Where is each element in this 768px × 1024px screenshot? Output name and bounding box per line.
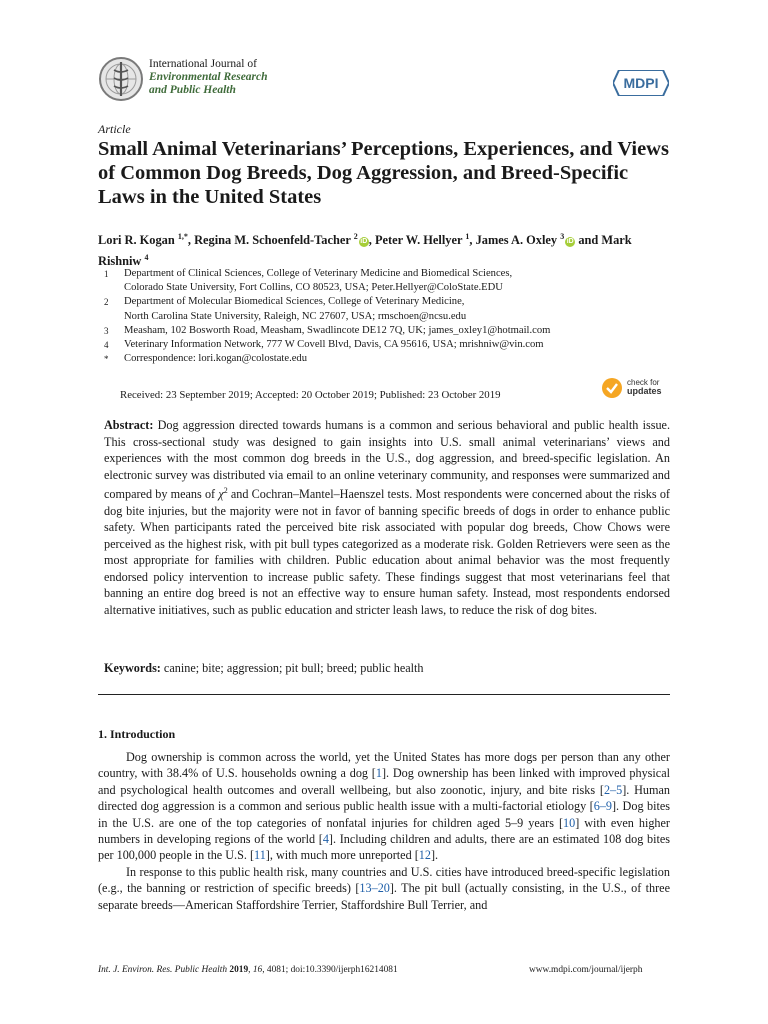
citation-link[interactable]: 4 (322, 832, 329, 847)
journal-name-line2: Environmental Research (149, 71, 268, 83)
author-affiliation-marker: 4 (144, 253, 149, 263)
body-text-run: Dog ownership is common across the world, yet the United States has more dogs per person than any other country, with 38.4% of U.S. households owning a dog [ (98, 750, 670, 781)
affiliation-number: 4 (104, 340, 109, 351)
check-updates-line1: check for (627, 378, 660, 387)
author-separator: , (187, 233, 195, 248)
affiliation-text (124, 295, 664, 323)
affiliation-text (124, 338, 664, 352)
affiliation-text (124, 352, 664, 366)
chi-symbol: χ (218, 487, 224, 502)
abstract (104, 417, 670, 618)
section-divider (98, 694, 670, 695)
keywords-label: Keywords: (104, 661, 161, 675)
check-updates-line2: updates (627, 386, 662, 396)
affiliation-item (104, 338, 664, 352)
citation-link[interactable]: 12 (418, 848, 431, 863)
keywords (104, 661, 424, 676)
keywords-text: canine; bite; aggression; pit bull; breed; public health (163, 661, 424, 675)
body-text-run: ]. Human directed dog aggression is a common and serious public health issue with a multi-factorial etiology [ (98, 782, 671, 814)
article-title: Small Animal Veterinarians’ Perceptions, Experiences, and Views of Common Dog Breeds, Dog Aggression, and Breed-Specific Laws in the United States (98, 138, 669, 208)
affiliation-line: Correspondence: lori.kogan@colostate.edu (124, 353, 308, 365)
body-text-run: In response to this public health risk, many countries and U.S. cities have introduced breed-specific legislation (e.g., the banning or restriction of specific breeds) [ (98, 864, 670, 896)
article-type: Article (98, 122, 131, 136)
orcid-icon[interactable]: iD (360, 238, 368, 246)
citation-link[interactable]: 13–20 (359, 881, 390, 896)
footer-citation: Int. J. Environ. Res. Public Health 2019, 16, 4081; doi:10.3390/ijerph16214081 (98, 965, 398, 975)
body-text-run: ]. Dog bites in the U.S. are one of the top categories of nonfatal injuries for children aged 5–9 years [ (98, 799, 671, 830)
author-affiliation-marker: 1,* (177, 232, 188, 241)
body-text-run: ]. (430, 848, 439, 863)
orcid-icon[interactable]: iD (566, 238, 574, 246)
affiliation-item (104, 295, 664, 323)
affiliation-number: 3 (104, 325, 109, 336)
affiliation-number: 2 (104, 297, 109, 308)
affiliation-text (124, 324, 664, 338)
author-name[interactable]: Regina M. Schoenfeld-Tacher (194, 233, 354, 248)
affiliation-line: Department of Molecular Biomedical Sciences, College of Veterinary Medicine, (124, 296, 465, 308)
footer-volume: 16 (252, 965, 263, 975)
journal-name (149, 58, 268, 97)
mdpi-logo-text: MDPI (623, 75, 659, 91)
affiliations (104, 267, 664, 366)
author-name[interactable]: Peter W. Hellyer (374, 233, 466, 248)
citation-link[interactable]: 1 (375, 766, 382, 781)
citation-link[interactable]: 10 (563, 815, 576, 830)
affiliation-item (104, 324, 664, 338)
body-text-run: ]. Dog ownership has been linked with improved physical and psychological health outcomes and overall wellbeing, but also zoonotic, injury, and bite risks [ (98, 766, 670, 797)
section-heading: 1. Introduction (98, 727, 176, 741)
body-text-run: ]. The pit bull (actually consisting, in the U.S., of three separate breeds—American Staffordshire Terrier, Staffordshire Bull Terrier, and (98, 881, 670, 912)
affiliation-line: Measham, 102 Bosworth Road, Measham, Swadlincote DE12 7Q, UK; james_oxley1@hotmail.com (124, 324, 551, 336)
journal-name-line3: and Public Health (149, 84, 236, 96)
body-text-run: ], with much more unreported [ (265, 848, 419, 863)
publication-dates: Received: 23 September 2019; Accepted: 20 October 2019; Published: 23 October 2019 (120, 389, 501, 401)
body-paragraph (98, 864, 670, 913)
abstract-text-part1: Dog aggression directed towards humans is a common and serious behavioral and public health issue. This cross-sectional study was designed to gain insights into U.S. small animal veterinarians’ views and experiences with the most common dog breeds in the U.S., dog aggression, and breed-specific legislation. An electronic survey was distributed via email to an online veterinary community, and responses were summarized and compared by means of (104, 418, 670, 502)
author-separator: and (575, 233, 602, 248)
footer-year: 2019 (229, 965, 249, 975)
author-affiliation-marker: 1 (465, 232, 470, 241)
affiliation-text (124, 267, 664, 295)
affiliation-line: North Carolina State University, Raleigh, NC 27607, USA; rmschoen@ncsu.edu (124, 310, 467, 322)
author-separator: , (368, 233, 375, 248)
author-separator: , (469, 233, 476, 248)
journal-logo-icon (98, 56, 144, 102)
footer-journal-abbr: Int. J. Environ. Res. Public Health (98, 965, 228, 975)
affiliation-line: Veterinary Information Network, 777 W Covell Blvd, Davis, CA 95616, USA; mrishniw@vin.com (124, 339, 544, 351)
author-affiliation-marker: 3 (560, 232, 565, 241)
footer-doi: , 4081; doi:10.3390/ijerph16214081 (262, 965, 398, 975)
citation-link[interactable]: 6–9 (593, 799, 612, 814)
footer-journal-url[interactable]: www.mdpi.com/journal/ijerph (529, 965, 643, 975)
affiliation-item (104, 352, 664, 366)
journal-name-line1: International Journal of (149, 58, 257, 70)
affiliation-number: * (104, 354, 109, 365)
affiliation-number: 1 (104, 269, 109, 279)
author-affiliation-marker: 2 (353, 232, 358, 241)
body-text-run: ]. Including children and adults, there are an estimated 108 dog bites per 100,000 people in the U.S. [ (98, 832, 670, 863)
affiliation-line: Colorado State University, Fort Collins, CO 80523, USA; Peter.Hellyer@ColoState.EDU (124, 282, 503, 294)
mdpi-logo (613, 70, 669, 96)
affiliation-line: Department of Clinical Sciences, College of Veterinary Medicine and Biomedical Sciences, (124, 268, 513, 279)
citation-link[interactable]: 2–5 (603, 782, 623, 797)
body-text-run: ] with even higher numbers in developing regions of the world [ (98, 815, 670, 847)
check-for-updates-badge[interactable] (601, 376, 671, 402)
affiliation-item (104, 267, 664, 295)
author-name[interactable]: James A. Oxley (475, 233, 561, 248)
chi-superscript: 2 (223, 486, 228, 495)
citation-link[interactable]: 11 (254, 848, 266, 863)
author-name[interactable]: Mark Rishniw (98, 233, 632, 269)
abstract-label: Abstract: (104, 418, 154, 432)
author-name[interactable]: Lori R. Kogan (98, 233, 178, 248)
author-list (98, 228, 668, 270)
body-text (98, 749, 670, 913)
body-paragraph (98, 749, 670, 864)
abstract-text-part2: and Cochran–Mantel–Haenszel tests. Most respondents were concerned about the risks of dog bite injuries, but the majority were not in favor of banning specific breeds of dogs in order to enhance public safety. When participants rated the perceived bite risk associated with popular dog breeds, Chow Chows were perceived as the highest risk, with pit bull types categorized as a moderate risk. Golden Retrievers were seen as the most appropriate for families with children. Public education about animal behavior was the most frequently endorsed policy intervention to increase public safety. These findings suggest that most veterinarians feel that banning an entire dog breed is not an effective way to ensure human safety. Instead, most respondents endorsed alternative initiatives, such as public education and stricter leash laws, to reduce the risk of dog bites. (104, 487, 670, 617)
check-updates-icon (601, 377, 623, 399)
